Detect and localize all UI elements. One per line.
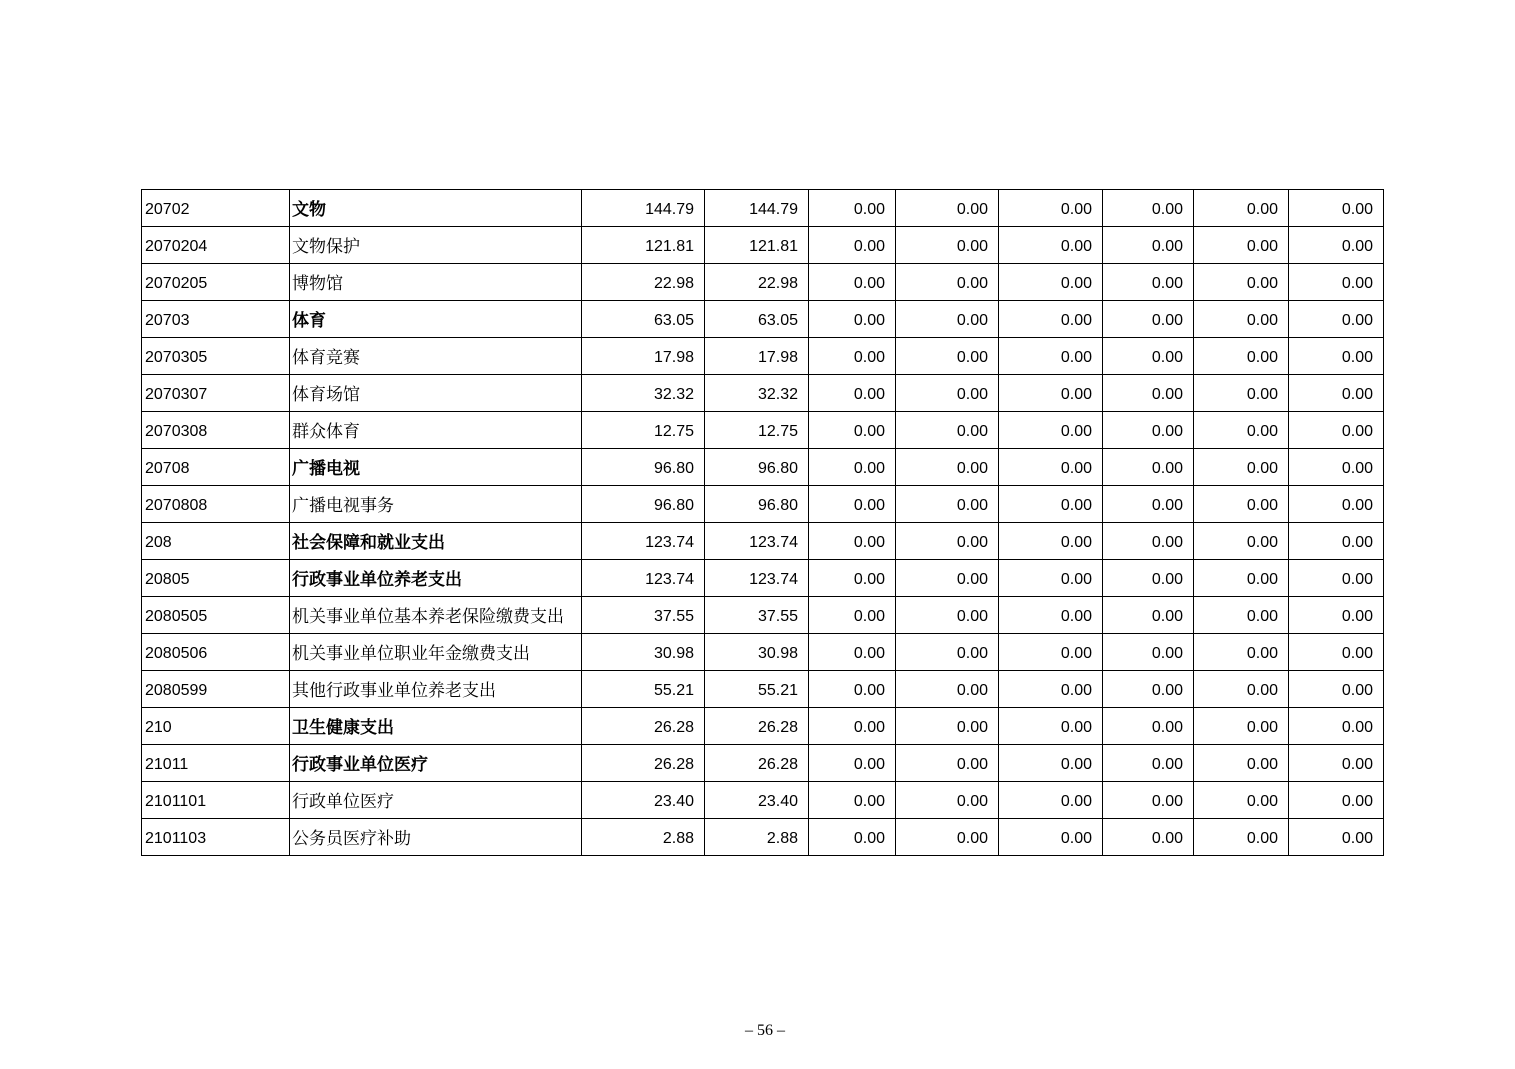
- amount-cell: 0.00: [1289, 745, 1384, 782]
- amount-cell: 0.00: [1194, 708, 1289, 745]
- amount-cell: 0.00: [896, 671, 999, 708]
- amount-cell: 0.00: [809, 227, 896, 264]
- amount-cell: 0.00: [1194, 301, 1289, 338]
- amount-cell: 63.05: [705, 301, 809, 338]
- amount-cell: 0.00: [896, 486, 999, 523]
- amount-cell: 0.00: [809, 708, 896, 745]
- amount-cell: 23.40: [582, 782, 705, 819]
- table-row: [142, 782, 1384, 819]
- amount-cell: 0.00: [999, 745, 1103, 782]
- amount-cell: 26.28: [582, 708, 705, 745]
- table-body: [142, 190, 1384, 856]
- amount-cell: 0.00: [896, 523, 999, 560]
- amount-cell: 0.00: [999, 671, 1103, 708]
- amount-cell: 0.00: [1194, 634, 1289, 671]
- account-code-cell: 2070308: [142, 412, 290, 449]
- amount-cell: 123.74: [582, 523, 705, 560]
- account-code-cell: 2070808: [142, 486, 290, 523]
- amount-cell: 0.00: [809, 782, 896, 819]
- amount-cell: 0.00: [896, 708, 999, 745]
- amount-cell: 0.00: [1289, 190, 1384, 227]
- amount-cell: 0.00: [1103, 190, 1194, 227]
- amount-cell: 0.00: [1103, 745, 1194, 782]
- amount-cell: 0.00: [1289, 301, 1384, 338]
- account-name-cell: 体育: [290, 301, 582, 338]
- amount-cell: 0.00: [896, 264, 999, 301]
- account-code-cell: 2070305: [142, 338, 290, 375]
- amount-cell: 0.00: [896, 301, 999, 338]
- amount-cell: 0.00: [999, 634, 1103, 671]
- amount-cell: 55.21: [705, 671, 809, 708]
- amount-cell: 144.79: [705, 190, 809, 227]
- amount-cell: 0.00: [896, 449, 999, 486]
- table-row: [142, 338, 1384, 375]
- amount-cell: 0.00: [896, 412, 999, 449]
- budget-table: [141, 189, 1384, 856]
- amount-cell: 0.00: [1289, 708, 1384, 745]
- amount-cell: 0.00: [809, 264, 896, 301]
- amount-cell: 32.32: [705, 375, 809, 412]
- amount-cell: 26.28: [582, 745, 705, 782]
- amount-cell: 0.00: [999, 782, 1103, 819]
- amount-cell: 0.00: [999, 597, 1103, 634]
- amount-cell: 0.00: [1289, 560, 1384, 597]
- table-row: [142, 634, 1384, 671]
- amount-cell: 37.55: [705, 597, 809, 634]
- account-code-cell: 2080599: [142, 671, 290, 708]
- amount-cell: 12.75: [705, 412, 809, 449]
- amount-cell: 30.98: [705, 634, 809, 671]
- table-row: [142, 227, 1384, 264]
- amount-cell: 0.00: [1194, 523, 1289, 560]
- table-row: [142, 486, 1384, 523]
- amount-cell: 0.00: [1194, 190, 1289, 227]
- amount-cell: 0.00: [1194, 782, 1289, 819]
- amount-cell: 0.00: [1289, 264, 1384, 301]
- amount-cell: 0.00: [1103, 782, 1194, 819]
- account-name-cell: 体育场馆: [290, 375, 582, 412]
- amount-cell: 121.81: [582, 227, 705, 264]
- table-row: [142, 301, 1384, 338]
- amount-cell: 0.00: [1289, 634, 1384, 671]
- account-code-cell: 2070307: [142, 375, 290, 412]
- amount-cell: 0.00: [1103, 597, 1194, 634]
- amount-cell: 0.00: [999, 301, 1103, 338]
- amount-cell: 0.00: [1289, 671, 1384, 708]
- account-name-cell: 体育竞赛: [290, 338, 582, 375]
- amount-cell: 96.80: [582, 486, 705, 523]
- amount-cell: 0.00: [1194, 819, 1289, 856]
- account-name-cell: 博物馆: [290, 264, 582, 301]
- amount-cell: 2.88: [705, 819, 809, 856]
- account-name-cell: 行政事业单位医疗: [290, 745, 582, 782]
- account-code-cell: 2070205: [142, 264, 290, 301]
- amount-cell: 0.00: [1289, 782, 1384, 819]
- account-code-cell: 2101103: [142, 819, 290, 856]
- amount-cell: 0.00: [896, 819, 999, 856]
- amount-cell: 0.00: [809, 486, 896, 523]
- amount-cell: 22.98: [582, 264, 705, 301]
- amount-cell: 0.00: [999, 449, 1103, 486]
- amount-cell: 0.00: [1194, 745, 1289, 782]
- account-name-cell: 文物保护: [290, 227, 582, 264]
- amount-cell: 0.00: [1103, 560, 1194, 597]
- amount-cell: 55.21: [582, 671, 705, 708]
- amount-cell: 0.00: [809, 597, 896, 634]
- amount-cell: 17.98: [582, 338, 705, 375]
- amount-cell: 0.00: [896, 597, 999, 634]
- amount-cell: 12.75: [582, 412, 705, 449]
- amount-cell: 0.00: [1194, 486, 1289, 523]
- account-name-cell: 机关事业单位基本养老保险缴费支出: [290, 597, 582, 634]
- amount-cell: 0.00: [896, 190, 999, 227]
- amount-cell: 26.28: [705, 745, 809, 782]
- amount-cell: 121.81: [705, 227, 809, 264]
- amount-cell: 96.80: [705, 486, 809, 523]
- amount-cell: 23.40: [705, 782, 809, 819]
- amount-cell: 0.00: [1289, 819, 1384, 856]
- amount-cell: 0.00: [999, 560, 1103, 597]
- table-row: [142, 671, 1384, 708]
- amount-cell: 0.00: [1194, 227, 1289, 264]
- amount-cell: 0.00: [999, 412, 1103, 449]
- amount-cell: 0.00: [1103, 634, 1194, 671]
- table-row: [142, 819, 1384, 856]
- amount-cell: 17.98: [705, 338, 809, 375]
- amount-cell: 0.00: [1289, 449, 1384, 486]
- account-code-cell: 20703: [142, 301, 290, 338]
- amount-cell: 0.00: [1194, 412, 1289, 449]
- amount-cell: 0.00: [809, 338, 896, 375]
- account-name-cell: 社会保障和就业支出: [290, 523, 582, 560]
- amount-cell: 0.00: [999, 819, 1103, 856]
- amount-cell: 0.00: [1103, 486, 1194, 523]
- amount-cell: 123.74: [705, 523, 809, 560]
- amount-cell: 0.00: [1103, 375, 1194, 412]
- amount-cell: 0.00: [1194, 671, 1289, 708]
- amount-cell: 123.74: [705, 560, 809, 597]
- amount-cell: 0.00: [1103, 449, 1194, 486]
- amount-cell: 0.00: [1194, 449, 1289, 486]
- page-number: – 56 –: [745, 1022, 785, 1039]
- amount-cell: 96.80: [705, 449, 809, 486]
- account-name-cell: 行政单位医疗: [290, 782, 582, 819]
- account-code-cell: 20708: [142, 449, 290, 486]
- amount-cell: 2.88: [582, 819, 705, 856]
- amount-cell: 0.00: [1289, 597, 1384, 634]
- amount-cell: 0.00: [809, 412, 896, 449]
- amount-cell: 32.32: [582, 375, 705, 412]
- amount-cell: 0.00: [1194, 375, 1289, 412]
- amount-cell: 0.00: [809, 560, 896, 597]
- amount-cell: 0.00: [809, 449, 896, 486]
- account-name-cell: 行政事业单位养老支出: [290, 560, 582, 597]
- table-row: [142, 523, 1384, 560]
- account-code-cell: 20702: [142, 190, 290, 227]
- amount-cell: 0.00: [1289, 412, 1384, 449]
- account-code-cell: 21011: [142, 745, 290, 782]
- table-row: [142, 560, 1384, 597]
- amount-cell: 63.05: [582, 301, 705, 338]
- account-name-cell: 广播电视: [290, 449, 582, 486]
- amount-cell: 0.00: [999, 523, 1103, 560]
- amount-cell: 0.00: [999, 708, 1103, 745]
- account-name-cell: 公务员医疗补助: [290, 819, 582, 856]
- amount-cell: 0.00: [999, 375, 1103, 412]
- table-row: [142, 597, 1384, 634]
- amount-cell: 37.55: [582, 597, 705, 634]
- amount-cell: 0.00: [896, 560, 999, 597]
- amount-cell: 0.00: [809, 634, 896, 671]
- amount-cell: 0.00: [1194, 597, 1289, 634]
- amount-cell: 0.00: [896, 227, 999, 264]
- amount-cell: 144.79: [582, 190, 705, 227]
- amount-cell: 0.00: [1289, 375, 1384, 412]
- amount-cell: 0.00: [1103, 264, 1194, 301]
- amount-cell: 26.28: [705, 708, 809, 745]
- amount-cell: 0.00: [809, 301, 896, 338]
- account-name-cell: 机关事业单位职业年金缴费支出: [290, 634, 582, 671]
- amount-cell: 0.00: [809, 190, 896, 227]
- amount-cell: 0.00: [896, 338, 999, 375]
- amount-cell: 0.00: [809, 671, 896, 708]
- amount-cell: 0.00: [1103, 227, 1194, 264]
- amount-cell: 22.98: [705, 264, 809, 301]
- account-code-cell: 2080506: [142, 634, 290, 671]
- account-code-cell: 208: [142, 523, 290, 560]
- table-row: [142, 190, 1384, 227]
- amount-cell: 0.00: [1103, 708, 1194, 745]
- account-name-cell: 文物: [290, 190, 582, 227]
- table-row: [142, 375, 1384, 412]
- table-row: [142, 449, 1384, 486]
- amount-cell: 0.00: [896, 375, 999, 412]
- amount-cell: 0.00: [1289, 486, 1384, 523]
- amount-cell: 0.00: [1194, 264, 1289, 301]
- account-name-cell: 广播电视事务: [290, 486, 582, 523]
- amount-cell: 0.00: [809, 375, 896, 412]
- amount-cell: 0.00: [809, 523, 896, 560]
- amount-cell: 0.00: [1103, 412, 1194, 449]
- account-name-cell: 卫生健康支出: [290, 708, 582, 745]
- amount-cell: 0.00: [809, 745, 896, 782]
- amount-cell: 0.00: [1103, 819, 1194, 856]
- amount-cell: 0.00: [896, 745, 999, 782]
- amount-cell: 0.00: [896, 634, 999, 671]
- amount-cell: 96.80: [582, 449, 705, 486]
- amount-cell: 0.00: [1103, 523, 1194, 560]
- amount-cell: 0.00: [1289, 338, 1384, 375]
- account-code-cell: 20805: [142, 560, 290, 597]
- amount-cell: 0.00: [896, 782, 999, 819]
- amount-cell: 0.00: [1289, 523, 1384, 560]
- account-code-cell: 2101101: [142, 782, 290, 819]
- amount-cell: 0.00: [999, 486, 1103, 523]
- account-code-cell: 2070204: [142, 227, 290, 264]
- amount-cell: 0.00: [1289, 227, 1384, 264]
- amount-cell: 0.00: [999, 227, 1103, 264]
- account-name-cell: 群众体育: [290, 412, 582, 449]
- amount-cell: 0.00: [999, 338, 1103, 375]
- account-name-cell: 其他行政事业单位养老支出: [290, 671, 582, 708]
- account-code-cell: 2080505: [142, 597, 290, 634]
- amount-cell: 30.98: [582, 634, 705, 671]
- amount-cell: 0.00: [1103, 338, 1194, 375]
- table-row: [142, 745, 1384, 782]
- account-code-cell: 210: [142, 708, 290, 745]
- amount-cell: 0.00: [1103, 301, 1194, 338]
- table-row: [142, 708, 1384, 745]
- amount-cell: 0.00: [1103, 671, 1194, 708]
- amount-cell: 0.00: [999, 190, 1103, 227]
- amount-cell: 123.74: [582, 560, 705, 597]
- table-row: [142, 264, 1384, 301]
- table-row: [142, 412, 1384, 449]
- amount-cell: 0.00: [1194, 560, 1289, 597]
- amount-cell: 0.00: [1194, 338, 1289, 375]
- amount-cell: 0.00: [809, 819, 896, 856]
- amount-cell: 0.00: [999, 264, 1103, 301]
